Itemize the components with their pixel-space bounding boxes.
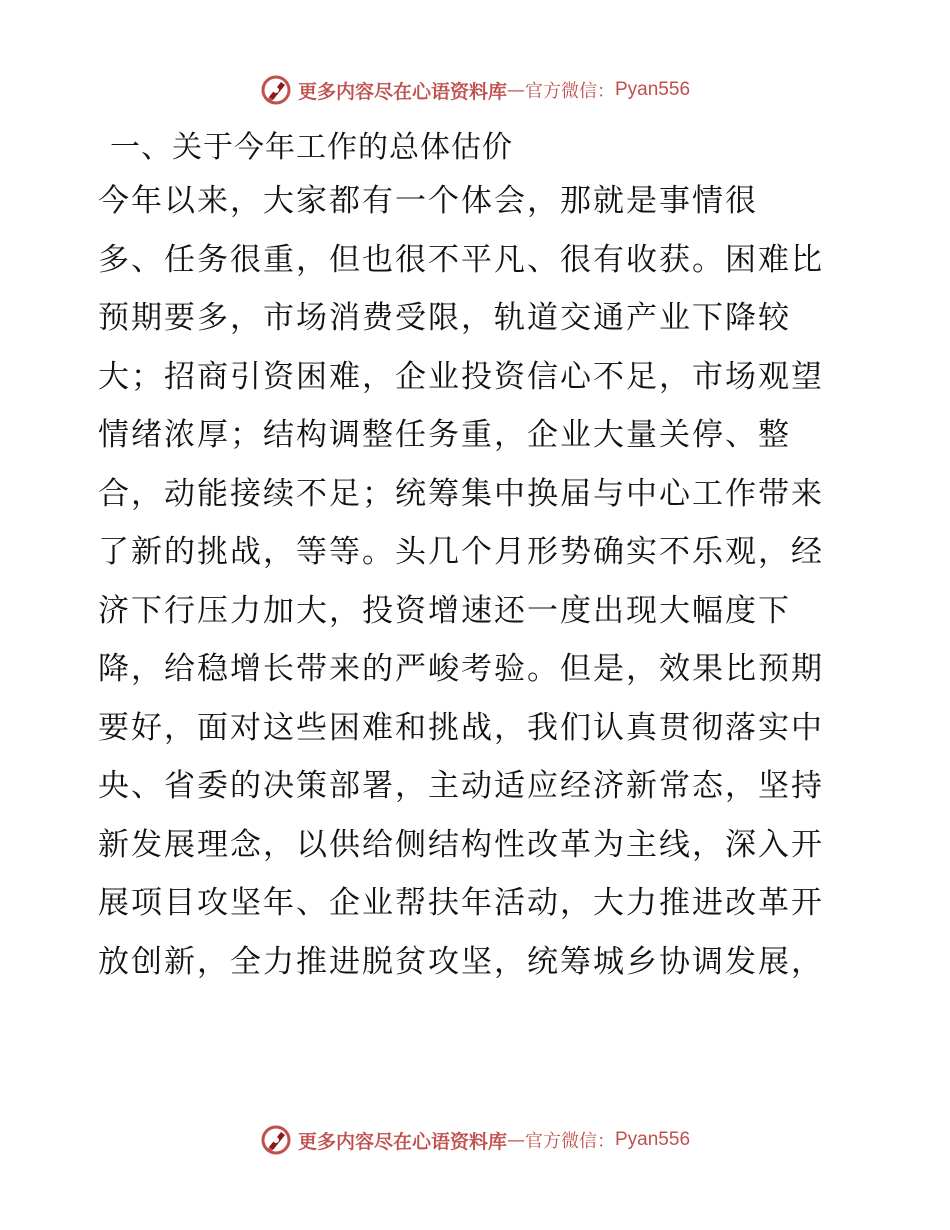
paragraph-line: 今年以来，大家都有一个体会，那就是事情很 bbox=[98, 183, 758, 219]
paragraph-line: 预期要多，市场消费受限，轨道交通产业下降较 bbox=[98, 300, 791, 336]
banner-dash: — bbox=[507, 1129, 525, 1151]
paragraph-line: 大；招商引资困难，企业投资信心不足，市场观望 bbox=[98, 358, 824, 395]
pen-circle-logo-icon bbox=[260, 1124, 292, 1156]
paragraph-line: 新发展理念，以供给侧结构性改革为主线，深入开 bbox=[98, 826, 824, 863]
paragraph-line: 要好，面对这些困难和挑战，我们认真贯彻落实中 bbox=[98, 709, 824, 746]
banner-main-text: 更多内容尽在心语资料库 bbox=[297, 1130, 507, 1153]
banner-wechat-label: 官方微信： bbox=[525, 1131, 615, 1152]
paragraph-line: 央、省委的决策部署，主动适应经济新常态，坚持 bbox=[98, 768, 824, 804]
pen-circle-logo-icon bbox=[260, 74, 292, 106]
paragraph-line: 展项目攻坚年、企业帮扶年活动，大力推进改革开 bbox=[98, 885, 824, 921]
header-banner bbox=[0, 70, 950, 110]
banner-wechat-label: 官方微信： bbox=[525, 81, 615, 102]
banner-wechat-id: Pyan556 bbox=[615, 79, 691, 100]
paragraph-line: 了新的挑战，等等。头几个月形势确实不乐观，经 bbox=[98, 534, 824, 570]
paragraph-line: 降，给稳增长带来的严峻考验。但是，效果比预期 bbox=[98, 651, 824, 687]
banner-dash: — bbox=[507, 79, 525, 101]
paragraph-line: 济下行压力加大，投资增速还一度出现大幅度下 bbox=[98, 592, 791, 629]
paragraph-line: 多、任务很重，但也很不平凡、很有收获。困难比 bbox=[98, 241, 824, 278]
paragraph-line: 放创新，全力推进脱贫攻坚，统筹城乡协调发展， bbox=[98, 943, 824, 980]
body-paragraph bbox=[98, 172, 858, 991]
paragraph-line: 合，动能接续不足；统筹集中换届与中心工作带来 bbox=[98, 475, 824, 512]
paragraph-line: 情绪浓厚；结构调整任务重，企业大量关停、整 bbox=[98, 417, 791, 453]
banner-main-text: 更多内容尽在心语资料库 bbox=[297, 80, 507, 103]
footer-banner bbox=[0, 1120, 950, 1160]
section-heading: 一、关于今年工作的总体估价 bbox=[110, 130, 513, 165]
banner-wechat-id: Pyan556 bbox=[615, 1129, 691, 1150]
